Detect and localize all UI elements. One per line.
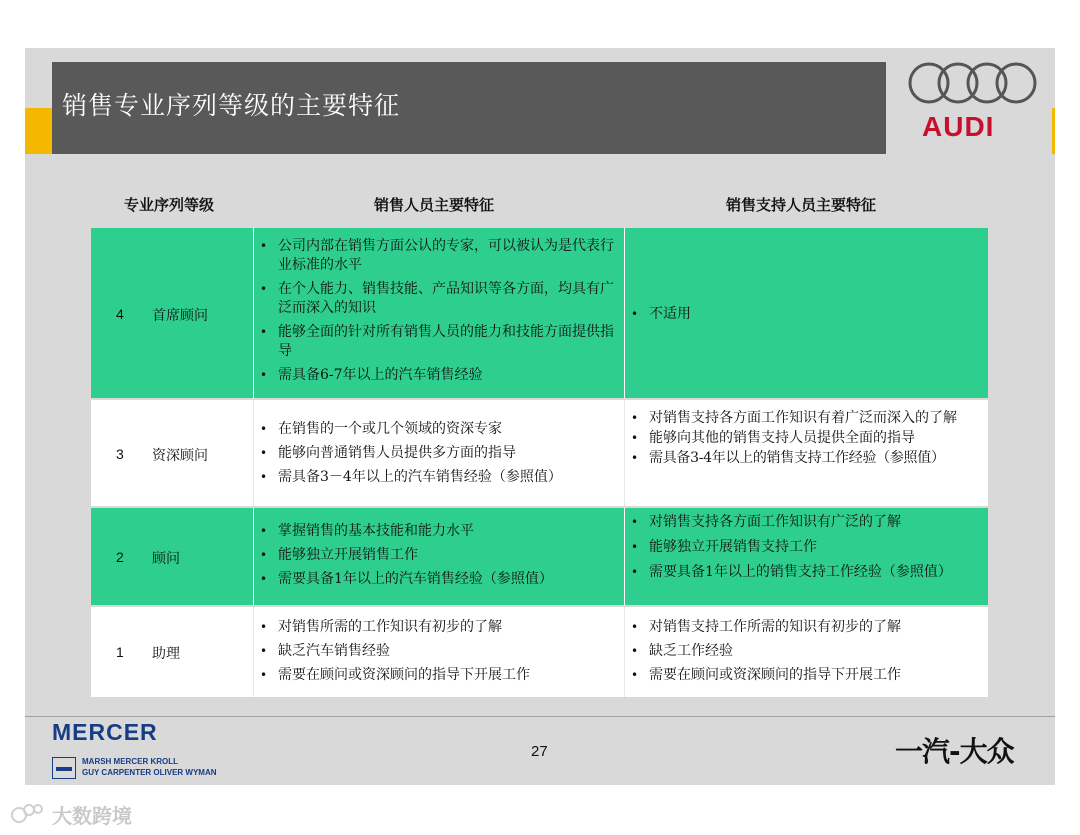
watermark-icon [10,802,44,824]
support-traits-list [627,513,977,587]
list-item: • 缺乏汽车销售经验 [256,642,624,661]
list-item: • 在个人能力、销售技能、产品知识等各方面，均具有广泛而深入的知识 [256,280,624,318]
list-item: • 缺乏工作经验 [627,642,987,661]
level-number: 3 [116,446,124,462]
list-item: • 对销售支持工作所需的知识有初步的了解 [627,618,987,637]
footer-divider [25,716,1055,717]
column-divider [253,228,254,398]
list-item: • 能够独立开展销售支持工作 [627,538,977,557]
list-item: • 能够独立开展销售工作 [256,546,624,565]
column-divider [253,508,254,605]
slide-title: 销售专业序列等级的主要特征 [62,91,401,120]
accent-bar-right [1052,108,1055,154]
mmc-icon [52,757,76,779]
list-item: • 公司内部在销售方面公认的专家，可以被认为是代表行业标准的水平 [256,237,624,275]
sales-traits-list [256,522,624,594]
mmc-line-2: GUY CARPENTER OLIVER WYMAN [82,768,217,777]
audi-wordmark: AUDI [922,111,995,142]
list-item: • 需要在顾问或资深顾问的指导下开展工作 [256,666,624,685]
list-item: • 在销售的一个或几个领域的资深专家 [256,420,624,439]
list-item: • 对销售支持各方面工作知识有广泛的了解 [627,513,977,532]
support-traits-list [627,618,987,690]
list-item: • 掌握销售的基本技能和能力水平 [256,522,624,541]
faw-vw-logo: 一汽-大众 [895,735,1014,768]
list-item: • 能够向其他的销售支持人员提供全面的指导 [627,429,989,448]
list-item: • 对销售支持各方面工作知识有着广泛而深入的了解 [627,409,989,428]
column-divider [624,228,625,398]
list-item: • 需具备6-7年以上的汽车销售经验 [256,366,624,385]
list-item: • 能够向普通销售人员提供多方面的指导 [256,444,624,463]
column-divider [624,607,625,697]
list-item: • 能够全面的针对所有销售人员的能力和技能方面提供指导 [256,323,624,361]
level-number: 1 [116,644,124,660]
level-number: 2 [116,549,124,565]
column-divider [624,508,625,605]
sales-traits-list [256,420,624,492]
mmc-logo [52,756,242,780]
support-traits-list [627,409,989,473]
list-item: • 需要具备1年以上的汽车销售经验（参照值） [256,570,624,589]
list-item: • 需要在顾问或资深顾问的指导下开展工作 [627,666,987,685]
level-name: 助理 [152,646,180,662]
header-support: 销售支持人员主要特征 [726,196,877,214]
list-item: • 对销售所需的工作知识有初步的了解 [256,618,624,637]
mercer-logo: MERCER [52,719,158,745]
column-divider [624,400,625,506]
watermark-text: 大数跨境 [52,804,132,828]
page-number: 27 [531,743,548,760]
header-level: 专业序列等级 [124,196,215,214]
header-sales: 销售人员主要特征 [374,196,495,214]
sales-traits-list [256,237,624,390]
column-divider [253,607,254,697]
list-item: • 需具备3－4年以上的汽车销售经验（参照值） [256,468,624,487]
list-item: • 需具备3-4年以上的销售支持工作经验（参照值） [627,449,989,468]
level-name: 顾问 [152,551,180,567]
list-item: • 不适用 [627,305,987,324]
accent-bar-left [25,108,52,154]
level-name: 首席顾问 [152,308,208,324]
support-traits-list [627,305,987,329]
sales-traits-list [256,618,624,690]
level-number: 4 [116,306,124,322]
list-item: • 需要具备1年以上的销售支持工作经验（参照值） [627,563,977,582]
mmc-line-1: MARSH MERCER KROLL [82,757,178,766]
column-divider [253,400,254,506]
level-name: 资深顾问 [152,448,208,464]
